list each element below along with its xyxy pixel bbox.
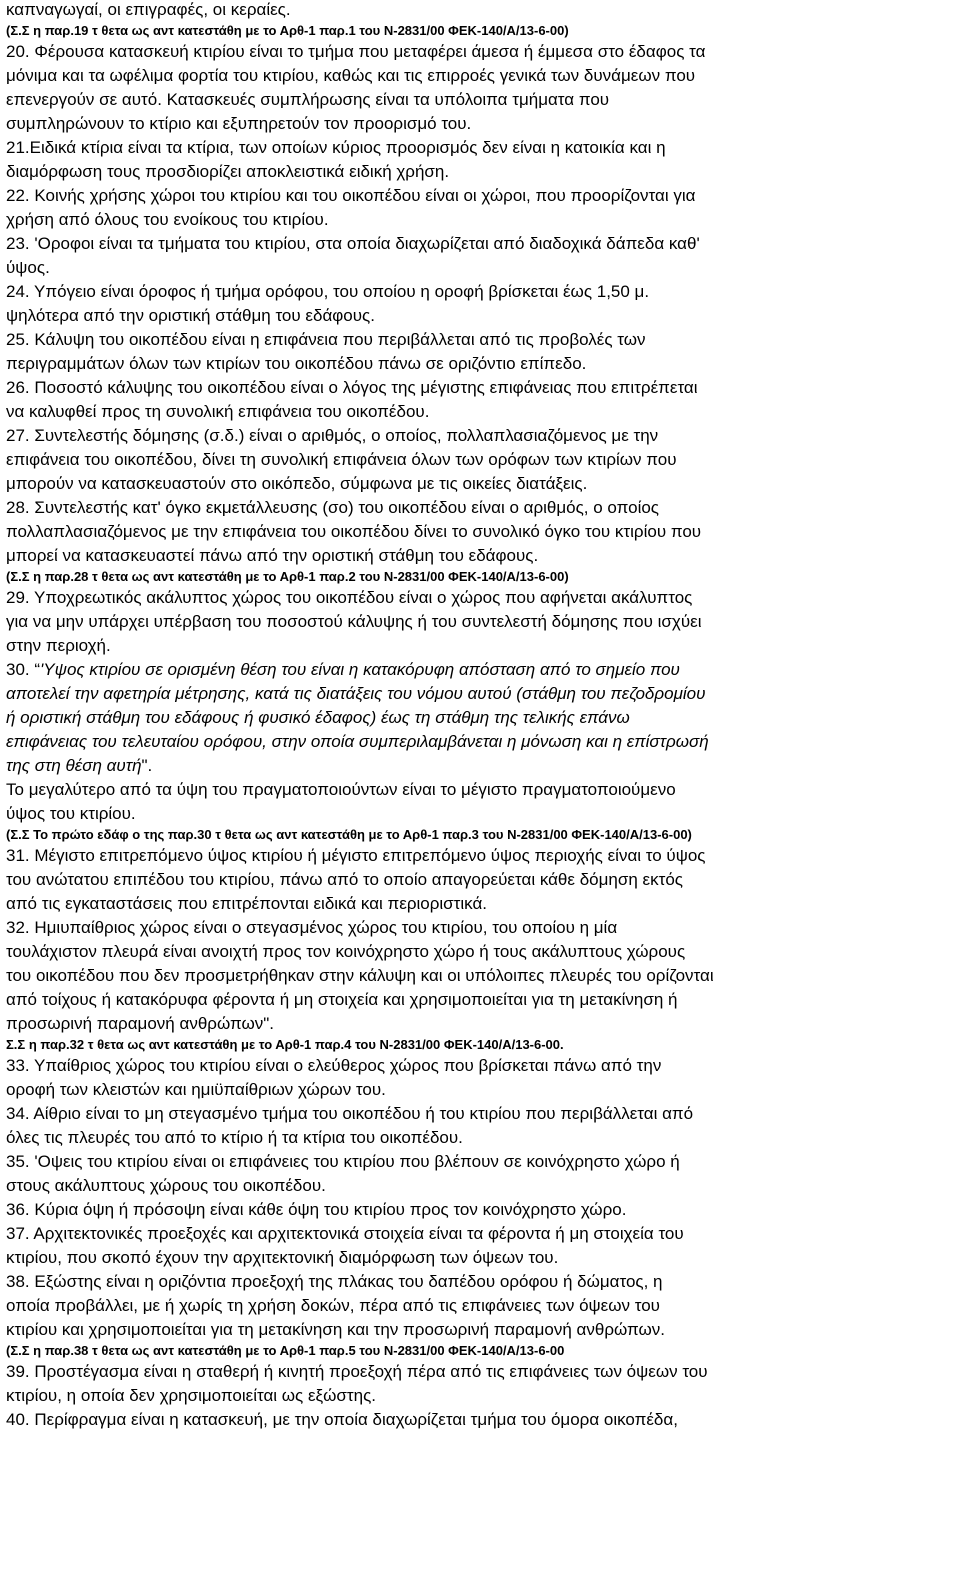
text-line: κτιρίου, η οποία δεν χρησιμοποιείται ως εξώστης. [6,1386,376,1405]
text-line: 34. Αίθριο είναι το μη στεγασμένο τμήμα του οικοπέδου ή του κτιρίου που περιβάλλεται από [6,1104,694,1123]
legal-note: (Σ.Σ η παρ.38 τ θετα ως αντ κατεστάθη με το Αρθ-1 παρ.5 του Ν-2831/00 ΦΕΚ-140/Α/13-6-00 [6,1343,565,1358]
text-line: 36. Κύρια όψη ή πρόσοψη είναι κάθε όψη του κτιρίου προς τον κοινόχρηστο χώρο. [6,1200,627,1219]
text-line-mixed [6,754,954,778]
text-line: ύψος. [6,258,50,277]
text-line: από τις εγκαταστάσεις που επιτρέπονται ειδικά και περιοριστικά. [6,894,488,913]
text-line: διαμόρφωση τους προσδιορίζει αποκλειστικά ειδική χρήση. [6,162,450,181]
text-line: προσωρινή παραμονή ανθρώπων". [6,1014,274,1033]
text-line: 31. Μέγιστο επιτρεπόμενο ύψος κτιρίου ή μέγιστο επιτρεπόμενο ύψος περιοχής είναι το ύψος [6,846,706,865]
text-line: για να μην υπάρχει υπέρβαση του ποσοστού κάλυψης ή του συντελεστή δόμησης που ισχύει [6,612,702,631]
text-line: επενεργούν σε αυτό. Κατασκευές συμπλήρωσης είναι τα υπόλοιπα τμήματα που [6,90,610,109]
line-italic-part: της στη θέση αυτή [6,756,142,775]
text-line: του ανώτατου επιπέδου του κτιρίου, πάνω από το οποίο απαγορεύεται κάθε δόμηση εκτός [6,870,683,889]
text-line: 40. Περίφραγμα είναι η κατασκευή, με την οποία διαχωρίζεται τμήμα του όμορα οικοπέδα, [6,1410,678,1429]
text-line: 38. Εξώστης είναι η οριζόντια προεξοχή της πλάκας του δαπέδου ορόφου ή δώματος, η [6,1272,663,1291]
line-rest: 'Υψος κτιρίου σε ορισμένη θέση του είναι η κατακόρυφη απόσταση από το σημείο που [40,660,680,679]
text-line-mixed [6,658,954,682]
text-line: ύψος του κτιρίου. [6,804,136,823]
text-line: μπορούν να κατασκευαστούν στο οικόπεδο, σύμφωνα με τις οικείες διατάξεις. [6,474,588,493]
text-line: 22. Κοινής χρήσης χώροι του κτιρίου και του οικοπέδου είναι οι χώροι, που προορίζονται για [6,186,696,205]
text-line-italic: επιφάνειας του τελευταίου ορόφου, στην οποία συμπεριλαμβάνεται η μόνωση και η επίστρωσή [6,732,709,751]
text-line: 25. Κάλυψη του οικοπέδου είναι η επιφάνεια που περιβάλλεται από τις προβολές των [6,330,646,349]
text-line: μόνιμα και τα ωφέλιμα φορτία του κτιρίου, καθώς και τις επιρροές γενικά των δυνάμεων που [6,66,696,85]
text-line: στην περιοχή. [6,636,111,655]
text-line: περιγραμμάτων όλων των κτιρίων του οικοπέδου πάνω σε οριζόντιο επίπεδο. [6,354,587,373]
text-line: τουλάχιστον πλευρά είναι ανοιχτή προς τον κοινόχρηστο χώρο ή τους ακάλυπτους χώρους [6,942,686,961]
text-line: Το μεγαλύτερο από τα ύψη του πραγματοποιούντων είναι το μέγιστο πραγματοποιούμενο [6,780,676,799]
legal-note: Σ.Σ η παρ.32 τ θετα ως αντ κατεστάθη με το Αρθ-1 παρ.4 του Ν-2831/00 ΦΕΚ-140/Α/13-6-00. [6,1037,564,1052]
legal-note: (Σ.Σ Το πρώτο εδάφ ο της παρ.30 τ θετα ως αντ κατεστάθη με το Αρθ-1 παρ.3 του Ν-2831/00 ΦΕΚ-140/Α/13-6-00) [6,827,692,842]
text-line: του οικοπέδου που δεν προσμετρήθηκαν στην κάλυψη και οι υπόλοιπες πλευρές του ορίζονται [6,966,714,985]
legal-note: (Σ.Σ η παρ.19 τ θετα ως αντ κατεστάθη με το Αρθ-1 παρ.1 του Ν-2831/00 ΦΕΚ-140/Α/13-6-00) [6,23,569,38]
text-line: 32. Ημιυπαίθριος χώρος είναι ο στεγασμένος χώρος του κτιρίου, του οποίου η μία [6,918,618,937]
text-line: 37. Αρχιτεκτονικές προεξοχές και αρχιτεκτονικά στοιχεία είναι τα φέροντα ή μη στοιχεία του [6,1224,684,1243]
text-line: χρήση από όλους του ενοίκους του κτιρίου. [6,210,329,229]
text-line-italic: αποτελεί την αφετηρία μέτρησης, κατά τις διατάξεις του νόμου αυτού (στάθμη του πεζοδρομίου [6,684,706,703]
text-line: 20. Φέρουσα κατασκευή κτιρίου είναι το τμήμα που μεταφέρει άμεσα ή έμμεσα στο έδαφος τα [6,42,706,61]
text-line: 27. Συντελεστής δόμησης (σ.δ.) είναι ο αριθμός, ο οποίος, πολλαπλασιαζόμενος με την [6,426,659,445]
text-line: καπναγωγαί, οι επιγραφές, οι κεραίες. [6,0,291,19]
text-line: 35. 'Οψεις του κτιρίου είναι οι επιφάνειες του κτιρίου που βλέπουν σε κοινόχρηστο χώρο ή [6,1152,680,1171]
text-line: κτιρίου, που σκοπό έχουν την αρχιτεκτονική διαμόρφωση των όψεων του. [6,1248,559,1267]
text-line-italic: ή οριστική στάθμη του εδάφους ή φυσικό έδαφος) έως τη στάθμη της τελικής επάνω [6,708,630,727]
text-line: 29. Υποχρεωτικός ακάλυπτος χώρος του οικοπέδου είναι ο χώρος που αφήνεται ακάλυπτος [6,588,693,607]
text-line: 39. Προστέγασμα είναι η σταθερή ή κινητή προεξοχή πέρα από τις επιφάνειες των όψεων του [6,1362,708,1381]
text-line: μπορεί να κατασκευαστεί πάνω από την οριστική στάθμη του εδάφους. [6,546,539,565]
text-line: 33. Υπαίθριος χώρος του κτιρίου είναι ο ελεύθερος χώρος που βρίσκεται πάνω από την [6,1056,662,1075]
text-line: 28. Συντελεστής κατ' όγκο εκμετάλλευσης (σο) του οικοπέδου είναι ο αριθμός, ο οποίος [6,498,659,517]
text-line: κτιρίου και χρησιμοποιείται για τη μετακίνηση και την προσωρινή παραμονή ανθρώπων. [6,1320,666,1339]
text-line: 26. Ποσοστό κάλυψης του οικοπέδου είναι ο λόγος της μέγιστης επιφάνειας που επιτρέπεται [6,378,698,397]
text-line: από τοίχους ή κατακόρυφα φέροντα ή μη στοιχεία και χρησιμοποιείται για τη μετακίνηση ή [6,990,678,1009]
text-line: 23. 'Οροφοι είναι τα τμήματα του κτιρίου, στα οποία διαχωρίζεται από διαδοχικά δάπεδα καθ' [6,234,700,253]
text-line: 24. Υπόγειο είναι όροφος ή τμήμα ορόφου, του οποίου η οροφή βρίσκεται έως 1,50 μ. [6,282,650,301]
text-line: οροφή των κλειστών και ημιϋπαίθριων χώρων του. [6,1080,386,1099]
legal-note: (Σ.Σ η παρ.28 τ θετα ως αντ κατεστάθη με το Αρθ-1 παρ.2 του Ν-2831/00 ΦΕΚ-140/Α/13-6-00) [6,569,569,584]
document-page [6,0,954,1432]
line-rest: ". [141,756,153,775]
text-line: πολλαπλασιαζόμενος με την επιφάνεια του οικοπέδου δίνει το συνολικό όγκο του κτιρίου που [6,522,702,541]
text-line: ψηλότερα από την οριστική στάθμη του εδάφους. [6,306,375,325]
text-line: να καλυφθεί προς τη συνολική επιφάνεια του οικοπέδου. [6,402,430,421]
text-line: 21.Ειδικά κτίρια είναι τα κτίρια, των οποίων κύριος προορισμός δεν είναι η κατοικία και η [6,138,666,157]
text-line: συμπληρώνουν το κτίριο και εξυπηρετούν τον προορισμό του. [6,114,472,133]
text-line: επιφάνεια του οικοπέδου, δίνει τη συνολική επιφάνεια όλων των ορόφων των κτιρίων που [6,450,677,469]
text-line: όλες τις πλευρές του από το κτίριο ή τα κτίρια του οικοπέδου. [6,1128,463,1147]
line-lead: 30. “ [6,660,41,679]
text-line: στους ακάλυπτους χώρους του οικοπέδου. [6,1176,326,1195]
text-line: οποία προβάλλει, με ή χωρίς τη χρήση δοκών, πέρα από τις επιφάνειες των όψεων του [6,1296,660,1315]
